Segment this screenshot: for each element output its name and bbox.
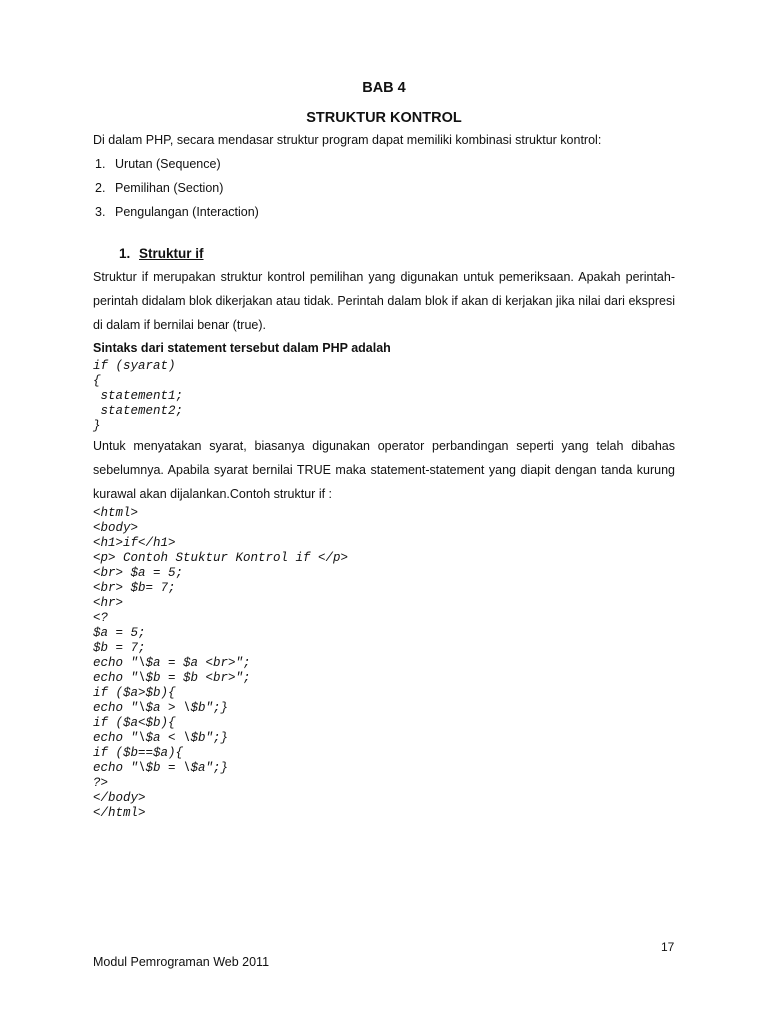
chapter-title: STRUKTUR KONTROL	[306, 110, 462, 126]
list-item-text: Pemilihan (Section)	[115, 181, 224, 195]
list-item-number: 1.	[95, 157, 106, 171]
list-item-number: 2.	[95, 181, 106, 195]
list-item	[93, 200, 675, 224]
page-content	[93, 78, 675, 821]
chapter-number: BAB 4	[362, 80, 406, 96]
section-paragraph: Struktur if merupakan struktur kontrol pemilihan yang digunakan untuk pemeriksaan. Apakah perintah-perintah didalam blok dikerjakan atau tidak. Perintah dalam blok if akan di kerjakan jika nilai dari ekspresi di dalam if bernilai benar (true).	[93, 270, 675, 332]
list-item-text: Pengulangan (Interaction)	[115, 205, 259, 219]
page-number: 17	[661, 940, 675, 954]
list-item	[93, 176, 675, 200]
list-item	[93, 152, 675, 176]
syntax-code-block: if (syarat) { statement1; statement2; }	[93, 359, 184, 433]
footer-module-title: Modul Pemrograman Web 2011	[93, 955, 270, 969]
intro-paragraph: Di dalam PHP, secara mendasar struktur program dapat memiliki kombinasi struktur kontrol:	[93, 133, 602, 147]
section-number: 1.	[119, 246, 131, 261]
explanation-paragraph: Untuk menyatakan syarat, biasanya digunakan operator perbandingan seperti yang telah dibahas sebelumnya. Apabila syarat bernilai TRUE maka statement-statement yang diapit dengan tanda kurung kurawal akan dijalankan.Contoh struktur if :	[93, 439, 675, 501]
list-item-text: Urutan (Sequence)	[115, 157, 221, 171]
intro-list	[93, 152, 675, 224]
section-title: Struktur if	[139, 246, 204, 261]
example-code-block: <html> <body> <h1>if</h1> <p> Contoh Stuktur Kontrol if </p> <br> $a = 5; <br> $b= 7; <hr> <? $a = 5; $b = 7; echo "\$a = $a <br>"; echo "\$b = $b <br>"; if ($a>$b){ echo "\$a > \$b";} if ($a<$b){ echo "\$a < \$b";} if ($b==$a){ echo "\$b = \$a";} ?> </body> </html>	[93, 506, 349, 820]
list-item-number: 3.	[95, 205, 106, 219]
syntax-heading: Sintaks dari statement tersebut dalam PHP adalah	[93, 341, 391, 355]
section-heading	[93, 243, 675, 265]
